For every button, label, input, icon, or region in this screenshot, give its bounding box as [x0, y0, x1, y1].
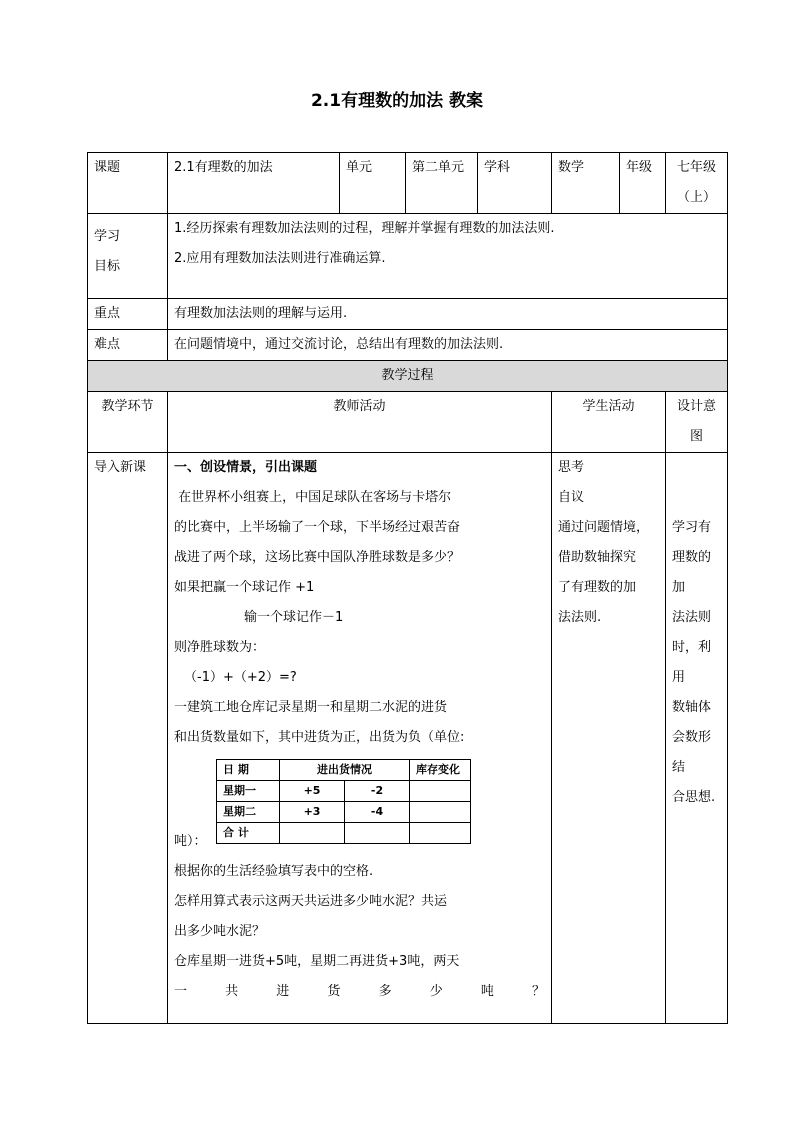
unit-label: 单元: [340, 153, 406, 214]
key-point-label: 重点: [88, 299, 168, 330]
design-intent: [666, 453, 728, 1024]
objectives-label: [88, 214, 168, 299]
inventory-header-row: [217, 760, 471, 781]
process-header: 教学过程: [88, 361, 728, 392]
unit-value: 第二单元: [406, 153, 478, 214]
course-label: 课题: [88, 153, 168, 214]
intro-row: [88, 453, 728, 1024]
student-line-4: 借助数轴探究: [558, 550, 637, 565]
objectives-label-line-1: 学习: [94, 229, 121, 244]
lesson-plan-table: [87, 152, 728, 1024]
inventory-r3-in: [280, 823, 345, 844]
spread-char: 少: [429, 984, 443, 999]
inventory-r1-stock: [410, 781, 471, 802]
student-line-1: 思考: [558, 460, 585, 475]
teacher-heading: 一、创设情景，引出课题: [174, 460, 318, 475]
spread-char: 吨: [480, 984, 494, 999]
objective-item-1: 1.经历探索有理数加法法则的过程，理解并掌握有理数的加法法则.: [174, 221, 555, 236]
teacher-line-8: 一建筑工地仓库记录星期一和星期二水泥的进货: [174, 700, 448, 715]
subject-label: 学科: [478, 153, 552, 214]
student-line-6: 法法则.: [558, 610, 602, 625]
teacher-line-15: [174, 977, 545, 1007]
student-activity: [552, 453, 666, 1024]
design-line-1: 学习有理数的加: [672, 520, 712, 595]
grade-value-line-2: （上）: [676, 190, 716, 205]
inventory-r3-out: [345, 823, 410, 844]
inventory-r2-out: -4: [345, 802, 410, 823]
spread-char: 进: [276, 984, 290, 999]
teacher-activity: [168, 453, 552, 1024]
key-point-row: [88, 299, 728, 330]
column-header-row: [88, 392, 728, 453]
teacher-line-5: 输一个球记作－1: [244, 610, 344, 625]
teacher-line-3: 战进了两个球，这场比赛中国队净胜球数是多少？: [174, 550, 461, 565]
inventory-r2-in: +3: [280, 802, 345, 823]
student-line-2: 自议: [558, 490, 585, 505]
grade-label: 年级: [620, 153, 666, 214]
inventory-r2-stock: [410, 802, 471, 823]
inventory-h-stock: 库存变化: [410, 760, 471, 781]
col-student-header: 学生活动: [552, 392, 666, 453]
inventory-r1-in: +5: [280, 781, 345, 802]
teacher-line-14: 仓库星期一进货+5吨，星期二再进货+3吨，两天: [174, 954, 460, 969]
inventory-r3-label: 合 计: [217, 823, 280, 844]
inventory-h-flow: 进出货情况: [280, 760, 410, 781]
teacher-line-12: 怎样用算式表示这两天共运进多少吨水泥？共运: [174, 894, 448, 909]
stage-name: 导入新课: [88, 453, 168, 1024]
objectives-row: [88, 214, 728, 299]
student-line-3: 通过问题情境，: [558, 520, 650, 535]
difficulty-text: 在问题情境中，通过交流讨论，总结出有理数的加法法则.: [168, 330, 728, 361]
info-row: [88, 153, 728, 214]
teacher-line-2: 的比赛中，上半场输了一个球，下半场经过艰苦奋: [174, 520, 461, 535]
inventory-r1-label: 星期一: [217, 781, 280, 802]
inventory-row: [217, 781, 471, 802]
col-stage-header: 教学环节: [88, 392, 168, 453]
page-title: 2.1有理数的加法 教案: [310, 91, 484, 111]
design-line-4: 合思想.: [672, 790, 716, 805]
difficulty-label: 难点: [88, 330, 168, 361]
spread-char: ？: [531, 984, 545, 999]
col-design-header: 设计意图: [666, 392, 728, 453]
spread-char: 货: [327, 984, 341, 999]
teacher-line-6: 则净胜球数为：: [174, 640, 266, 655]
teacher-line-9: 和出货数量如下，其中进货为正，出货为负（单位:: [174, 730, 465, 745]
inventory-table: [216, 759, 471, 844]
inventory-row: [217, 823, 471, 844]
difficulty-row: [88, 330, 728, 361]
objectives-content: [168, 214, 728, 299]
student-line-5: 了有理数的加: [558, 580, 637, 595]
inventory-h-date: 日 期: [217, 760, 280, 781]
key-point-text: 有理数加法法则的理解与运用.: [168, 299, 728, 330]
grade-value: [666, 153, 728, 214]
teacher-line-10: 吨）：: [174, 834, 207, 849]
spread-char: 共: [225, 984, 239, 999]
spread-char: 多: [378, 984, 392, 999]
objectives-label-line-2: 目标: [94, 259, 121, 274]
inventory-r1-out: -2: [345, 781, 410, 802]
teacher-line-13: 出多少吨水泥？: [174, 924, 266, 939]
teacher-line-7: （-1）+（+2）=?: [184, 670, 297, 685]
subject-value: 数学: [552, 153, 620, 214]
objective-item-2: 2.应用有理数加法法则进行准确运算.: [174, 251, 386, 266]
spread-char: 一: [174, 984, 188, 999]
design-line-3: 数轴体会数形结: [672, 700, 712, 775]
grade-value-line-1: 七年级: [676, 160, 716, 175]
teacher-line-1: 在世界杯小组赛上，中国足球队在客场与卡塔尔: [174, 490, 452, 505]
process-header-row: [88, 361, 728, 392]
col-teacher-header: 教师活动: [168, 392, 552, 453]
design-line-2: 法法则时，利用: [672, 610, 712, 685]
inventory-r2-label: 星期二: [217, 802, 280, 823]
course-value: 2.1有理数的加法: [168, 153, 340, 214]
teacher-line-4: 如果把赢一个球记作 +1: [174, 580, 315, 595]
inventory-block: [174, 759, 545, 857]
teacher-line-11: 根据你的生活经验填写表中的空格.: [174, 864, 374, 879]
inventory-r3-stock: [410, 823, 471, 844]
inventory-row: [217, 802, 471, 823]
